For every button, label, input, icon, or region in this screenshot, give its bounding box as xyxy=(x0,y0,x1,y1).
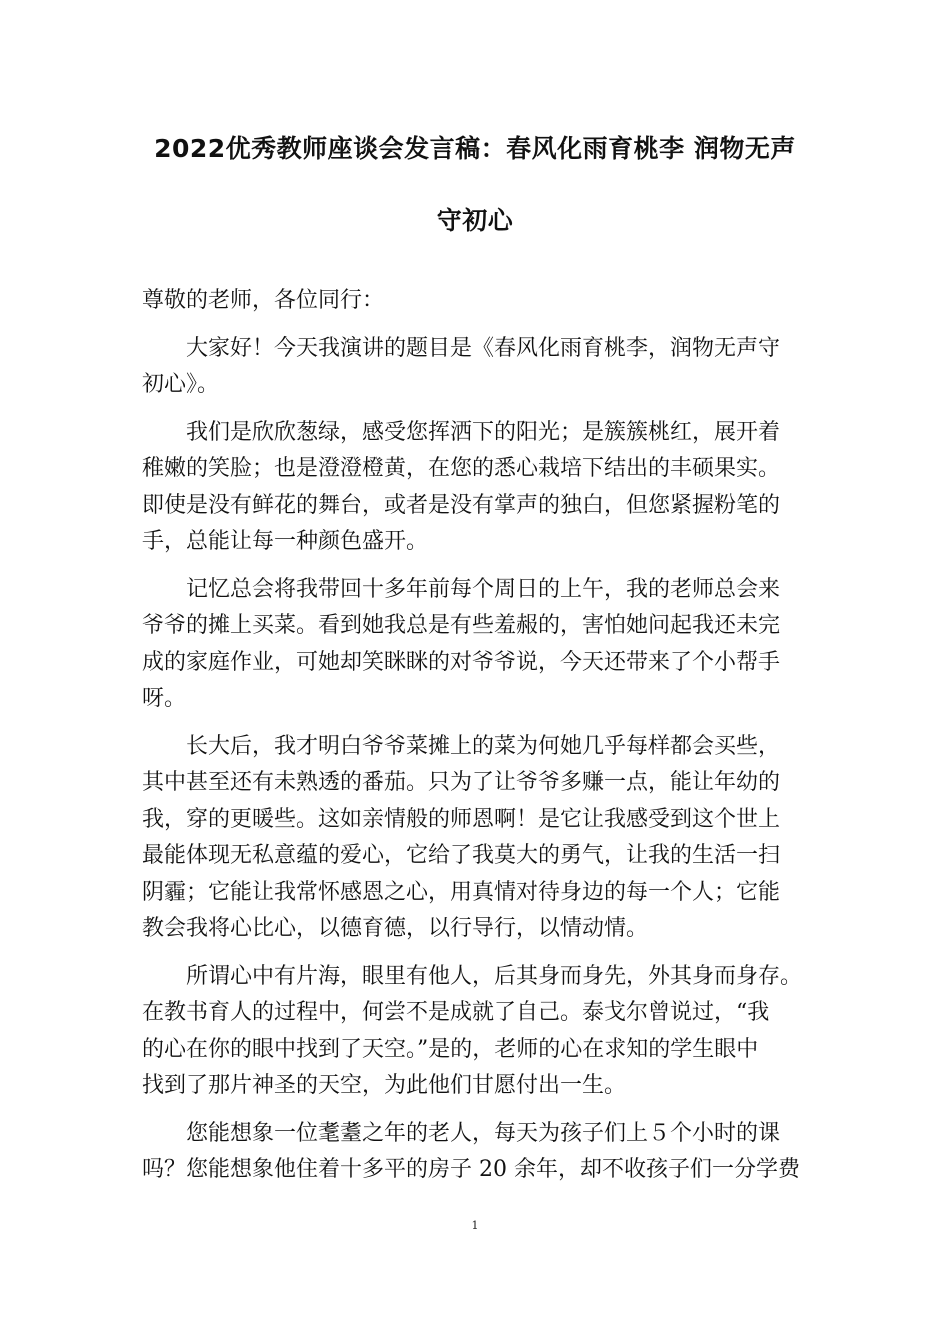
paragraph-line: 长大后，我才明白爷爷菜摊上的菜为何她几乎每样都会买些， xyxy=(186,733,781,759)
paragraph-line: 成的家庭作业，可她却笑眯眯的对爷爷说，今天还带来了个小帮手 xyxy=(142,649,781,675)
paragraph-line: 我，穿的更暖些。这如亲情般的师恩啊！是它让我感受到这个世上 xyxy=(142,806,781,832)
paragraph-line: 最能体现无私意蕴的爱心，它给了我莫大的勇气，让我的生活一扫 xyxy=(142,843,781,868)
paragraph-line: 爷爷的摊上买菜。看到她我总是有些羞赧的，害怕她问起我还未完 xyxy=(142,613,781,638)
paragraph-line: 稚嫩的笑脸；也是澄澄橙黄，在您的悉心栽培下结出的丰硕果实。 xyxy=(142,456,781,481)
page-number: 1 xyxy=(471,1219,479,1232)
paragraph-line: 阴霾；它能让我常怀感恩之心，用真情对待身边的每一个人；它能 xyxy=(142,879,781,905)
paragraph-6 xyxy=(142,1116,808,1189)
paragraph-line: 在教书育人的过程中，何尝不是成就了自己。泰戈尔曾说过，“我 xyxy=(142,1000,770,1025)
paragraph-line: 教会我将心比心，以德育德，以行导行，以情动情。 xyxy=(142,916,649,941)
paragraph-4 xyxy=(142,729,808,948)
document-body xyxy=(142,283,808,1200)
paragraph-line: 所谓心中有片海，眼里有他人，后其身而身先，外其身而身存。 xyxy=(186,963,803,989)
paragraph-line: 呀。 xyxy=(142,686,187,711)
paragraph-2 xyxy=(142,415,808,561)
paragraph-line: 初心》。 xyxy=(142,372,220,397)
paragraph-line: 大家好！今天我演讲的题目是《春风化雨育桃李，润物无声守 xyxy=(186,335,781,361)
paragraph-line: 我们是欣欣葱绿，感受您挥洒下的阳光；是簇簇桃红，展开着 xyxy=(186,419,781,445)
paragraph-5 xyxy=(142,959,808,1105)
paragraph-line: 其中甚至还有未熟透的番茄。只为了让爷爷多赚一点，能让年幼的 xyxy=(142,770,781,795)
paragraph-line: 您能想象一位耄耋之年的老人，每天为孩子们上５个小时的课 xyxy=(186,1120,781,1146)
salutation: 尊敬的老师，各位同行： xyxy=(142,288,385,313)
paragraph-line: 记忆总会将我带回十多年前每个周日的上午，我的老师总会来 xyxy=(186,576,781,602)
document-title-line-2: 守初心 xyxy=(436,206,514,235)
paragraph-line: 即使是没有鲜花的舞台，或者是没有掌声的独白，但您紧握粉笔的 xyxy=(142,492,781,518)
paragraph-line: 的心在你的眼中找到了天空。”是的，老师的心在求知的学生眼中 xyxy=(142,1036,759,1062)
paragraph-1 xyxy=(142,331,808,404)
paragraph-line: 找到了那片神圣的天空，为此他们甘愿付出一生。 xyxy=(142,1073,627,1098)
paragraph-line: 吗？您能想象他住着十多平的房子 20 余年，却不收孩子们一分学费 xyxy=(142,1157,800,1182)
paragraph-line: 手，总能让每一种颜色盛开。 xyxy=(142,529,429,554)
paragraph-3 xyxy=(142,572,808,718)
document-title-line-1: 2022优秀教师座谈会发言稿：春风化雨育桃李 润物无声 xyxy=(154,134,796,163)
